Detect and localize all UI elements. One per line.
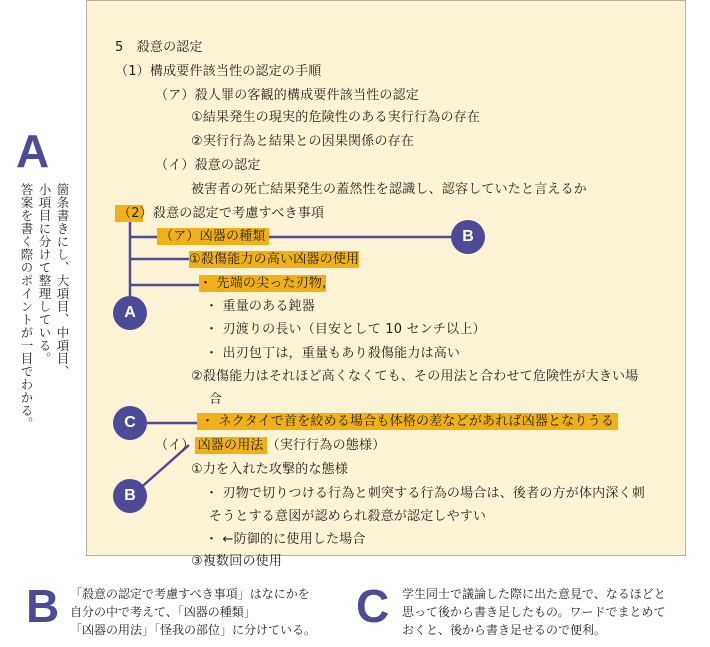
tree-connector-lines	[87, 1, 687, 557]
highlight-weapon-usage: 凶器の用法	[195, 437, 267, 454]
note-item-1a: （ア）殺人罪の客観的構成要件該当性の認定	[155, 88, 420, 103]
note-item-2a-2: ②殺傷能力はそれほど高くなくても、その用法と合わせて危険性が大きい場	[191, 369, 639, 384]
highlight-weapon-type: （ア）凶器の種類	[157, 228, 269, 245]
note-item-1a-1: ①結果発生の現実的危険性のある実行行為の存在	[191, 110, 481, 125]
caption-c-line-3: おくと、後から書き足せるので便利。	[402, 623, 607, 637]
note-section-1: （1）構成要件該当性の認定の手順	[115, 64, 322, 79]
note-bullet-3: ・ 刃渡りの長い（目安として 10 センチ以上）	[205, 322, 486, 337]
study-note-panel	[86, 0, 686, 569]
note-bullet-5: ・ 刃物で切りつける行為と刺突する行為の場合は、後者の方が体内深く刺	[205, 486, 645, 501]
side-note-line-1: 箇条書きにし、大項目、中項目、	[55, 183, 70, 378]
caption-c-line-2: 思って後から書き足したもの。ワードでまとめて	[402, 605, 666, 619]
side-letter-a: A	[16, 125, 50, 177]
caption-b-line-1: 「殺意の認定で考慮すべき事項」はなにかを	[70, 587, 310, 601]
note-item-2a-2-cont: 合	[209, 392, 223, 407]
badge-b-bottom: B	[113, 479, 147, 513]
caption-b-line-3: 「凶器の用法」「怪我の部位」に分けている。	[70, 623, 317, 637]
note-item-2a-1	[189, 251, 359, 269]
note-bullet-5-cont: そうとする意図が認められ殺意が認定しやすい	[209, 509, 487, 524]
note-item-2b	[155, 437, 385, 455]
note-item-2b-3: ③複数回の使用	[191, 554, 283, 569]
note-item-2a	[157, 228, 269, 246]
side-note-line-2: 小項目に分けて整理している。	[37, 183, 52, 365]
note-item-2b-suffix: （実行行為の態様）	[266, 438, 386, 453]
caption-c-line-1: 学生同士で議論した際に出た意見で、なるほどと	[402, 587, 666, 601]
note-item-1b: （イ）殺意の認定	[155, 158, 261, 173]
note-item-2b-prefix: （イ）	[155, 438, 195, 453]
highlight-bullet-1: ・ 先端の尖った刃物,	[199, 276, 327, 291]
highlight-section-2: （2）殺意の認定で考慮すべき事項	[115, 205, 327, 222]
note-item-1a-2: ②実行行為と結果との因果関係の存在	[191, 134, 415, 149]
badge-a: A	[113, 296, 147, 330]
note-item-1b-text: 被害者の死亡結果発生の蓋然性を認識し、認容していたと言えるか	[191, 182, 588, 197]
note-item-2b-1: ①力を入れた攻撃的な態様	[191, 462, 349, 477]
caption-b-line-2: 自分の中で考えて、「凶器の種類」	[70, 605, 256, 619]
note-bullet-1	[199, 275, 326, 293]
badge-c: C	[113, 406, 147, 440]
caption-letter-b: B	[26, 580, 60, 632]
side-note-line-3: 答案を書く際のポイントが一目でわかる。	[19, 183, 34, 430]
note-section-2	[115, 205, 327, 223]
note-heading: 5 殺意の認定	[115, 40, 203, 55]
highlight-added-bullet: ・ ネクタイで首を絞める場合も体格の差などがあれば凶器となりうる	[197, 413, 618, 430]
note-bullet-added	[197, 413, 618, 431]
highlight-item-2a-1: ①殺傷能力の高い凶器の使用	[189, 252, 360, 267]
badge-b-top: B	[451, 220, 485, 254]
caption-letter-c: C	[356, 580, 390, 632]
note-bullet-4: ・ 出刃包丁は，重量もあり殺傷能力は高い	[205, 346, 461, 361]
note-bullet-2: ・ 重量のある鈍器	[205, 299, 315, 314]
note-bullet-6: ・ ←防御的に使用した場合	[205, 532, 366, 547]
